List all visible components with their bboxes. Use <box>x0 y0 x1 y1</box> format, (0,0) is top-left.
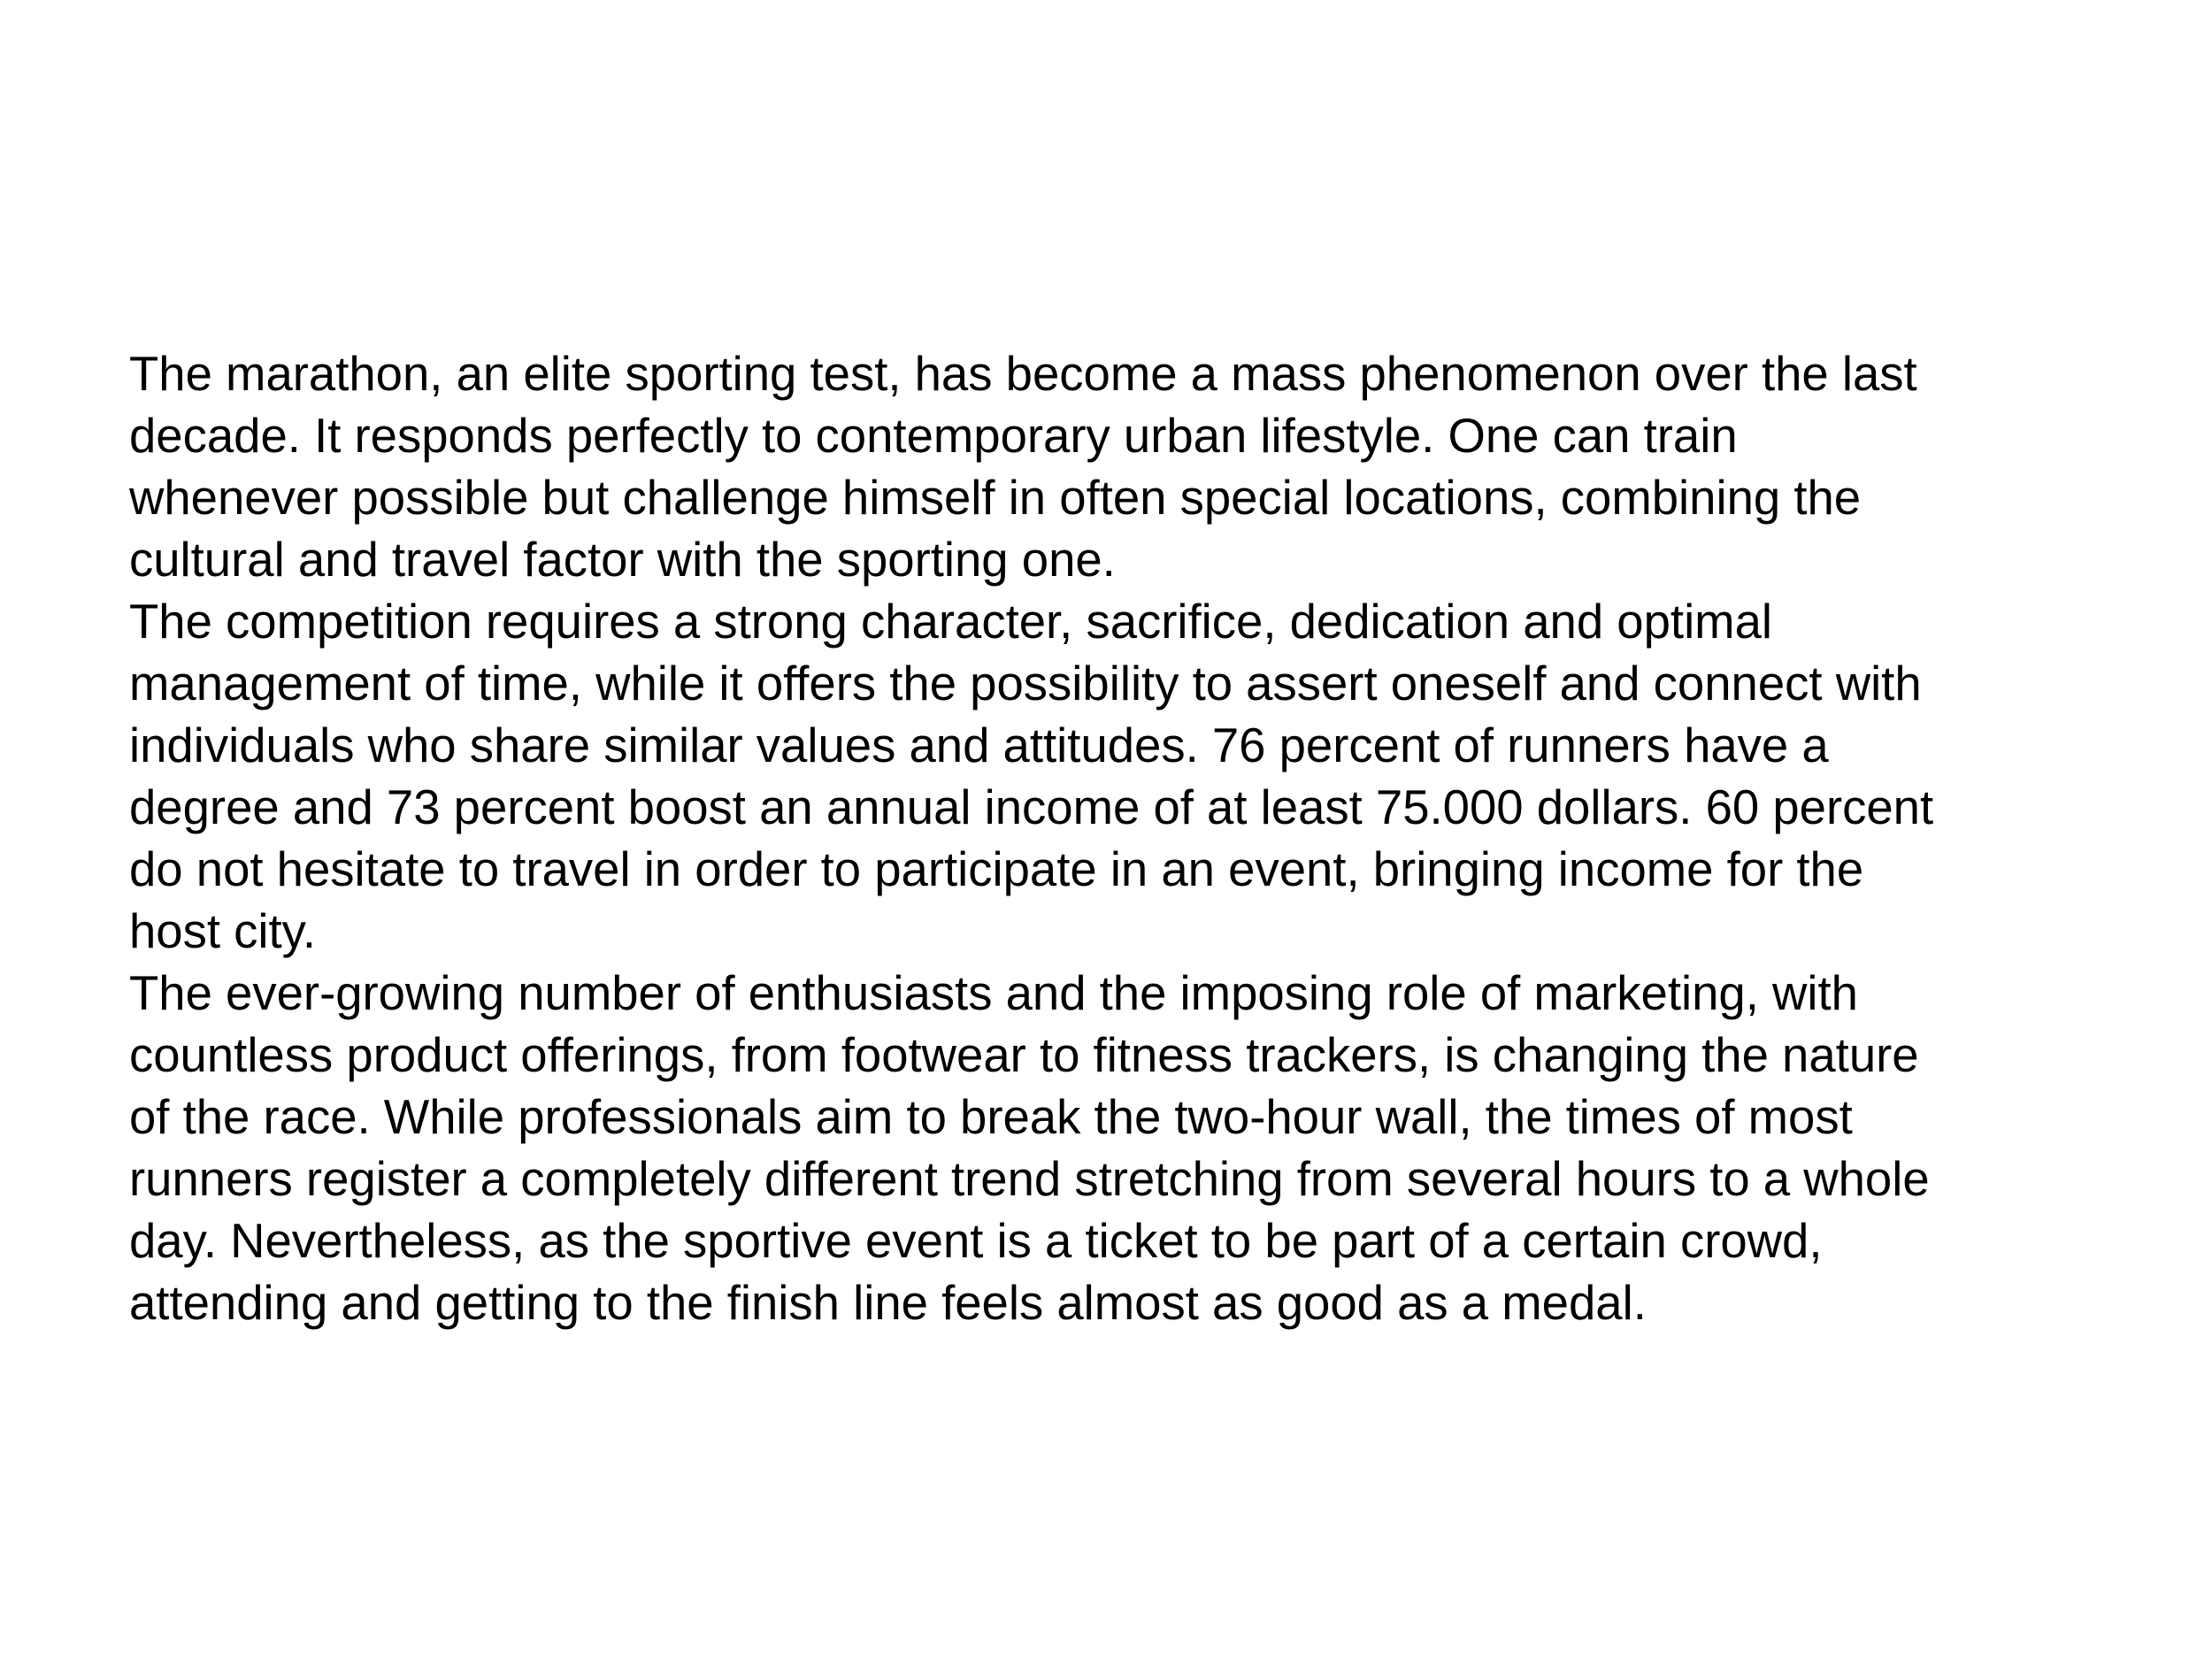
text-line: cultural and travel factor with the sporting one. <box>129 533 1116 587</box>
text-line: whenever possible but challenge himself in often special locations, combining the <box>129 471 1862 525</box>
paragraph-2 <box>129 591 2129 963</box>
text-line: The competition requires a strong character, sacrifice, dedication and optimal <box>129 595 1772 649</box>
text-line: runners register a completely different trend stretching from several hours to a whole <box>129 1152 1930 1206</box>
body-text <box>129 343 2129 1334</box>
text-line: The ever-growing number of enthusiasts and the imposing role of marketing, with <box>129 966 1858 1020</box>
text-line: day. Nevertheless, as the sportive event is a ticket to be part of a certain crowd, <box>129 1214 1823 1268</box>
text-line: degree and 73 percent boost an annual income of at least 75.000 dollars. 60 percent <box>129 780 1934 834</box>
text-line: host city. <box>129 904 317 958</box>
text-line: individuals who share similar values and attitudes. 76 percent of runners have a <box>129 718 1829 772</box>
text-line: attending and getting to the finish line feels almost as good as a medal. <box>129 1276 1647 1330</box>
text-line: do not hesitate to travel in order to participate in an event, bringing income for the <box>129 842 1864 896</box>
paragraph-3 <box>129 963 2129 1334</box>
paragraph-1 <box>129 343 2129 591</box>
text-line: decade. It responds perfectly to contemporary urban lifestyle. One can train <box>129 409 1738 463</box>
text-line: The marathon, an elite sporting test, has become a mass phenomenon over the last <box>129 347 1917 401</box>
text-line: of the race. While professionals aim to break the two-hour wall, the times of most <box>129 1090 1853 1144</box>
text-line: countless product offerings, from footwear to fitness trackers, is changing the nature <box>129 1028 1919 1082</box>
text-line: management of time, while it offers the possibility to assert oneself and connect with <box>129 657 1922 710</box>
